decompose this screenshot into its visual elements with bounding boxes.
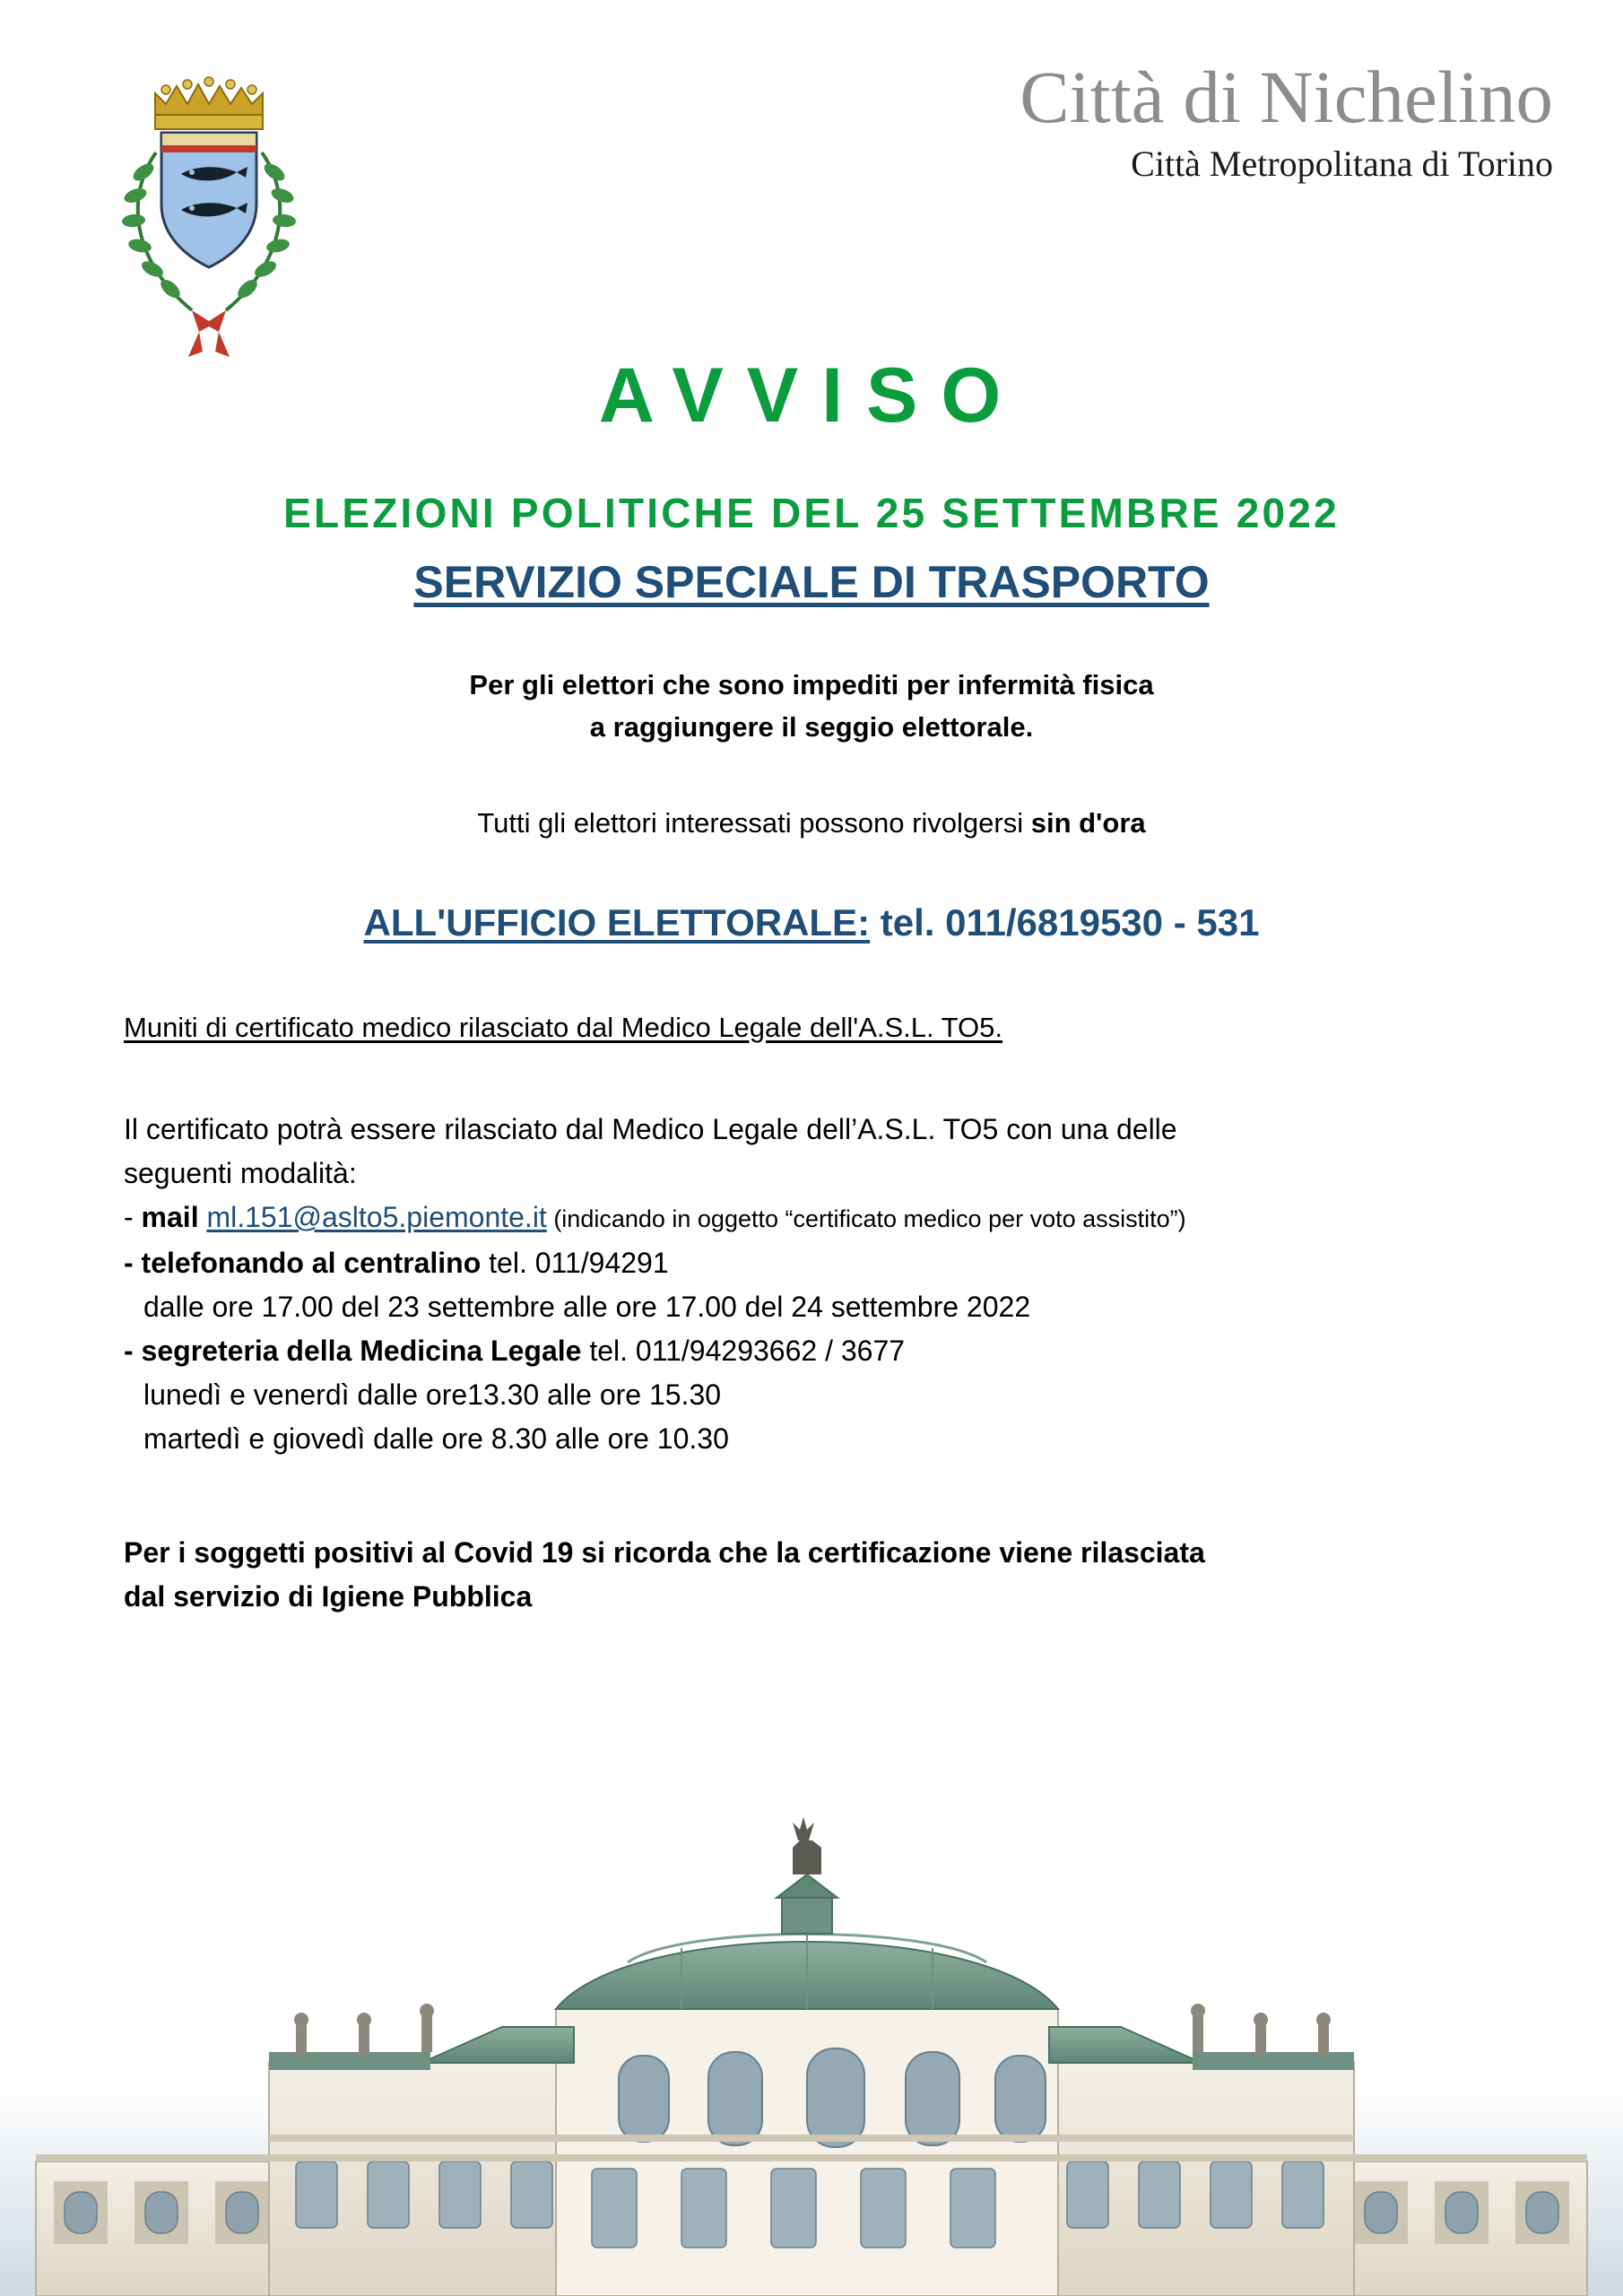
mail-address-link[interactable]: ml.151@aslto5.piemonte.it xyxy=(206,1201,547,1233)
segreteria-label: - segreteria della Medicina Legale xyxy=(124,1335,582,1367)
telefono-number: tel. 011/94291 xyxy=(481,1247,669,1279)
bullet-dash-mail: - xyxy=(124,1201,142,1233)
telefono-hours: dalle ore 17.00 del 23 settembre alle ore 17.00 del 24 settembre 2022 xyxy=(143,1291,1031,1323)
coat-of-arms-crest xyxy=(106,52,312,366)
ufficio-elettorale-line xyxy=(0,901,1623,944)
palazzina-stupinigi-image xyxy=(0,1740,1623,2296)
certificato-line-1: Il certificato potrà essere rilasciato dal Medico Legale dell’A.S.L. TO5 con una delle xyxy=(124,1113,1177,1145)
intro-paragraph xyxy=(0,664,1623,748)
certificato-line-2: seguenti modalità: xyxy=(124,1157,357,1189)
intro-line-1: Per gli elettori che sono impediti per infermità fisica xyxy=(469,669,1154,700)
telefono-label: - telefonando al centralino xyxy=(124,1247,482,1279)
ufficio-elettorale-phone: tel. 011/6819530 - 531 xyxy=(880,901,1260,944)
mail-note: (indicando in oggetto “certificato medico per voto assistito”) xyxy=(546,1205,1186,1232)
modality-telefono xyxy=(124,1241,1505,1285)
ribbon-icon xyxy=(188,310,230,357)
covid-line-1: Per i soggetti positivi al Covid 19 si ricorda che la certificazione viene rilasciata xyxy=(124,1536,1205,1569)
covid-line-2: dal servizio di Igiene Pubblica xyxy=(124,1580,533,1613)
muniti-certificato-note: Muniti di certificato medico rilasciato dal Medico Legale dell'A.S.L. TO5. xyxy=(124,1012,1003,1043)
metropolitan-city-name: Città Metropolitana di Torino xyxy=(1131,144,1553,184)
rivolgersi-paragraph xyxy=(0,807,1623,839)
header-title-block xyxy=(656,56,1553,187)
segreteria-number: tel. 011/94293662 / 3677 xyxy=(581,1335,906,1367)
subtitle-elezioni: ELEZIONI POLITICHE DEL 25 SETTEMBRE 2022 xyxy=(283,490,1340,536)
certificato-details xyxy=(124,1108,1505,1461)
rivolgersi-text: Tutti gli elettori interessati possono rivolgersi xyxy=(477,807,1031,839)
intro-line-2: a raggiungere il seggio elettorale. xyxy=(589,711,1034,743)
mail-label: mail xyxy=(141,1201,207,1233)
city-name: Città di Nichelino xyxy=(1020,56,1553,138)
modality-mail xyxy=(124,1196,1505,1241)
segreteria-hours-2: martedì e giovedì dalle ore 8.30 alle ore 10.30 xyxy=(143,1422,729,1455)
rivolgersi-emphasis: sin d'ora xyxy=(1030,807,1146,839)
ufficio-elettorale-label: ALL'UFFICIO ELETTORALE: xyxy=(363,901,871,944)
subtitle-servizio-trasporto: SERVIZIO SPECIALE DI TRASPORTO xyxy=(413,557,1210,607)
covid-note xyxy=(124,1531,1505,1619)
segreteria-hours-1: lunedì e venerdì dalle ore13.30 alle ore 15.30 xyxy=(143,1378,722,1411)
page-title-avviso: AVVISO xyxy=(598,352,1025,439)
shield-icon xyxy=(161,133,256,267)
modality-segreteria xyxy=(124,1329,1505,1373)
crown-icon xyxy=(155,77,263,129)
